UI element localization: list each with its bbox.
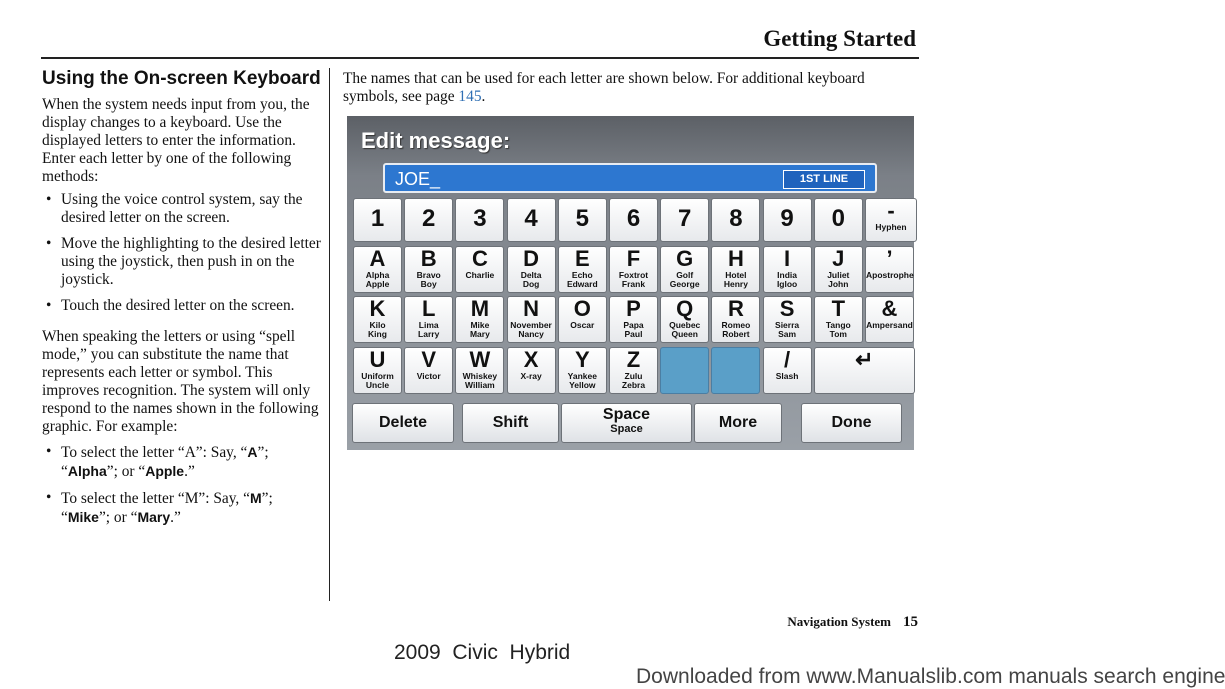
more-button[interactable]: More [694,403,782,443]
keyboard-screen [347,116,914,450]
method-item: • Touch the desired letter on the screen. [42,297,324,315]
key-8[interactable] [711,198,760,242]
key-0[interactable] [814,198,863,242]
key-5[interactable] [558,198,607,242]
key-whiskey[interactable] [455,347,504,394]
key-label: F [626,246,641,271]
key-label: C [471,246,488,271]
key-name: Alpha Apple [365,270,390,289]
key-label: 2 [422,205,436,232]
key-label: 3 [473,205,487,232]
key-zulu[interactable] [609,347,658,394]
page-link[interactable]: 145 [458,88,482,105]
key-3[interactable] [455,198,504,242]
key-charlie[interactable] [455,246,504,293]
key-golf[interactable] [660,246,709,293]
key-sierra[interactable] [763,296,812,343]
left-column [42,68,324,535]
key-4[interactable] [507,198,556,242]
key-yankee[interactable] [558,347,607,394]
key-label: P [626,296,641,321]
key-quebec[interactable] [660,296,709,343]
key-name: Slash [775,371,799,381]
key-blank [660,347,709,394]
key-name: Foxtrot Frank [618,270,649,289]
key-label: J [832,246,845,271]
key-label: H [727,246,744,271]
key-label: 8 [729,205,743,232]
key-label: T [831,296,846,321]
key-label: / [784,347,791,372]
key-label: 1 [370,205,385,232]
key-label: N [523,296,540,321]
key-label: Y [574,347,590,372]
key-label: I [784,246,791,271]
examples-list [42,443,324,527]
key-label: S [779,296,795,321]
key-romeo[interactable] [711,296,760,343]
spell-mode-paragraph: When speaking the letters or using “spell mode,” you can substitute the name that represents each letter or symbol. This improves recognition. The system will only respond to the names shown in the following graphic. For example: [42,328,319,435]
key-label: R [727,296,744,321]
key-november[interactable] [507,296,556,343]
key-label: M [470,296,490,321]
key-label: V [421,347,437,372]
key-papa[interactable] [609,296,658,343]
key-apostrophe[interactable] [865,246,914,293]
key-7[interactable] [660,198,709,242]
key-slash[interactable] [763,347,812,394]
watermark [0,617,1225,689]
key-label: Q [676,296,694,321]
space-button[interactable]: Space Space [561,403,692,443]
key-x-ray[interactable] [507,347,556,394]
key-name: Victor [416,371,441,381]
example-item-m: • To select the letter “M”: Say, “M”; “Mike”; or “Mary.” [42,489,324,527]
key-name: Charlie [465,270,495,280]
key-label: 4 [524,205,538,232]
key-label: D [523,246,540,271]
key-name: Golf George [669,270,700,289]
key-name: Uniform Uncle [361,371,394,390]
key-mike[interactable] [455,296,504,343]
key-name: Apostrophe [866,270,914,280]
method-item: • Using the voice control system, say the desired letter on the screen. [42,191,324,227]
key-ampersand[interactable] [865,296,914,343]
key-name: Zulu Zebra [621,371,646,390]
key-label: & [881,296,898,321]
key-name: Echo Edward [566,270,598,289]
key-6[interactable] [609,198,658,242]
key-name: Yankee Yellow [567,371,597,390]
key-hyphen[interactable] [865,198,917,242]
first-line-button[interactable]: 1ST LINE [783,170,865,189]
key-label: E [574,246,590,271]
key-juliet[interactable] [814,246,863,293]
key-bravo[interactable] [404,246,453,293]
key-label: L [421,296,436,321]
key-name: Tango Tom [825,320,851,339]
key-label: 5 [575,205,589,232]
key-uniform[interactable] [353,347,402,394]
key-label: Z [626,347,641,372]
key-label: B [420,246,437,271]
message-text: JOE_ [395,169,441,189]
key-name: Quebec Queen [669,320,701,339]
key-echo[interactable] [558,246,607,293]
page-number: 15 [903,614,918,630]
column-divider [329,68,330,601]
watermark-model: 2009 Civic Hybrid [394,641,571,664]
key-foxtrot[interactable] [609,246,658,293]
watermark-source: Downloaded from www.Manualslib.com manuals search engine [636,665,1225,688]
key-2[interactable] [404,198,453,242]
key-name: Lima Larry [418,320,440,339]
footer-nav: Navigation System 15 [787,614,918,630]
key-label: X [523,347,539,372]
shift-button[interactable]: Shift [462,403,559,443]
intro-paragraph: When the system needs input from you, the display changes to a keyboard. Use the displayed letters to enter the information. Enter each letter by one of the following methods: [42,96,310,185]
key-label: K [369,296,386,321]
key-alpha[interactable] [353,246,402,293]
enter-key[interactable] [814,347,915,394]
section-heading: Using the On-screen Keyboard [42,68,321,89]
message-input[interactable] [383,163,877,193]
key-label: O [573,296,591,321]
key-1[interactable] [353,198,402,242]
key-victor[interactable] [404,347,453,394]
key-blank [711,347,760,394]
key-label: 7 [678,205,692,232]
key-label: ’ [886,246,893,271]
header-rule [41,57,919,59]
key-oscar[interactable] [558,296,607,343]
screen-title: Edit message: [361,128,511,153]
key-kilo[interactable] [353,296,402,343]
key-name: Whiskey William [462,371,498,390]
key-label: 6 [626,205,641,232]
key-9[interactable] [763,198,812,242]
key-label: G [676,246,694,271]
key-name: Hyphen [875,222,907,232]
key-name: Delta Dog [520,270,542,289]
key-lima[interactable] [404,296,453,343]
key-label: W [469,347,491,372]
key-name: Sierra Sam [775,320,800,339]
key-name: Bravo Boy [416,270,441,289]
key-label: 0 [831,205,845,232]
key-label: U [369,347,386,372]
method-item: • Move the highlighting to the desired letter using the joystick, then push in on the joystick. [42,235,324,289]
page-header-title: Getting Started [763,26,916,51]
key-india[interactable] [763,246,812,293]
key-name: India Igloo [776,270,798,289]
methods-list [42,191,324,315]
key-label: A [369,246,386,271]
key-name: Kilo King [368,320,387,339]
key-name: Hotel Henry [723,270,748,289]
key-name: X-ray [520,371,542,381]
key-name: Mike Mary [469,320,490,339]
delete-button[interactable]: Delete [352,403,454,443]
key-label: ↵ [855,347,874,372]
key-delta[interactable] [507,246,556,293]
done-button[interactable]: Done [801,403,902,443]
example-item-a: • To select the letter “A”: Say, “A”; “Alpha”; or “Apple.” [42,443,324,481]
key-hotel[interactable] [711,246,760,293]
key-name: Ampersand [866,320,913,330]
right-intro-paragraph: The names that can be used for each letter are shown below. For additional keyboard symbols, see page 145. [343,70,865,105]
key-name: Juliet John [827,270,850,289]
key-name: Papa Paul [623,320,644,339]
key-name: Romeo Robert [721,320,751,339]
key-tango[interactable] [814,296,863,343]
key-name: November Nancy [510,320,552,339]
key-label: - [887,198,895,223]
key-label: 9 [780,205,794,232]
key-name: Oscar [570,320,595,330]
